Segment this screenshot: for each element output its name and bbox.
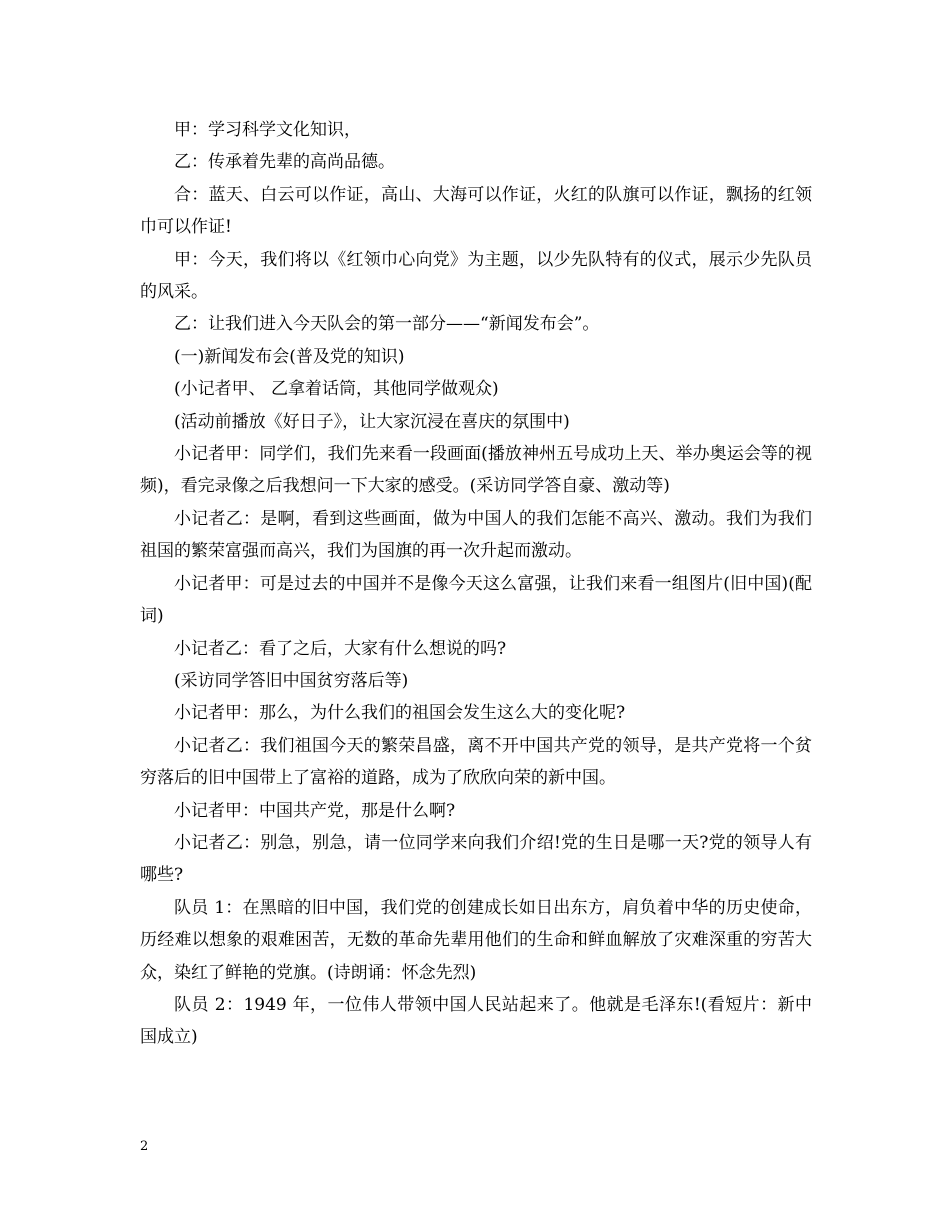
- paragraph: (小记者甲、 乙拿着话筒，其他同学做观众): [174, 379, 499, 400]
- paragraph: 乙：让我们进入今天队会的第一部分——“新闻发布会”。: [174, 314, 600, 335]
- paragraph: 合：蓝天、白云可以作证，高山、大海可以作证，火红的队旗可以作证，飘扬的红领巾可以作证!: [140, 184, 812, 238]
- paragraph: 小记者甲：那么，为什么我们的祖国会发生这么大的变化呢?: [174, 703, 626, 724]
- paragraph: 小记者乙：别急，别急，请一位同学来向我们介绍!党的生日是哪一天?党的领导人有哪些?: [140, 832, 812, 886]
- document-body: [140, 114, 812, 1054]
- paragraph: 乙：传承着先辈的高尚品德。: [174, 152, 395, 173]
- paragraph: (采访同学答旧中国贫穷落后等): [174, 670, 409, 691]
- paragraph: 队员 2：1949 年，一位伟人带领中国人民站起来了。他就是毛泽东!(看短片：新中国成立): [140, 994, 812, 1048]
- paragraph: (活动前播放《好日子》，让大家沉浸在喜庆的氛围中): [174, 411, 570, 432]
- paragraph: 队员 1：在黑暗的旧中国，我们党的创建成长如日出东方，肩负着中华的历史使命，历经难以想象的艰难困苦，无数的革命先辈用他们的生命和鲜血解放了灾难深重的穷苦大众，染红了鲜艳的党旗。(诗朗诵：怀念先烈): [140, 897, 812, 983]
- page-number: 2: [140, 1139, 149, 1154]
- paragraph: 甲：学习科学文化知识，: [174, 120, 361, 140]
- paragraph: 小记者乙：是啊，看到这些画面，做为中国人的我们怎能不高兴、激动。我们为我们祖国的繁荣富强而高兴，我们为国旗的再一次升起而激动。: [140, 508, 812, 562]
- paragraph: 小记者甲：同学们，我们先来看一段画面(播放神州五号成功上天、举办奥运会等的视频)，看完录像之后我想问一下大家的感受。(采访同学答自豪、激动等): [140, 444, 812, 497]
- paragraph: 小记者乙：看了之后，大家有什么想说的吗?: [174, 638, 507, 659]
- paragraph: (一)新闻发布会(普及党的知识): [174, 346, 405, 367]
- paragraph: 甲：今天，我们将以《红领巾心向党》为主题，以少先队特有的仪式，展示少先队员的风采。: [140, 249, 812, 303]
- paragraph: 小记者乙：我们祖国今天的繁荣昌盛，离不开中国共产党的领导，是共产党将一个贫穷落后的旧中国带上了富裕的道路，成为了欣欣向荣的新中国。: [140, 735, 812, 789]
- paragraph: 小记者甲：中国共产党，那是什么啊?: [174, 800, 456, 821]
- paragraph: 小记者甲：可是过去的中国并不是像今天这么富强，让我们来看一组图片(旧中国)(配词): [140, 573, 812, 627]
